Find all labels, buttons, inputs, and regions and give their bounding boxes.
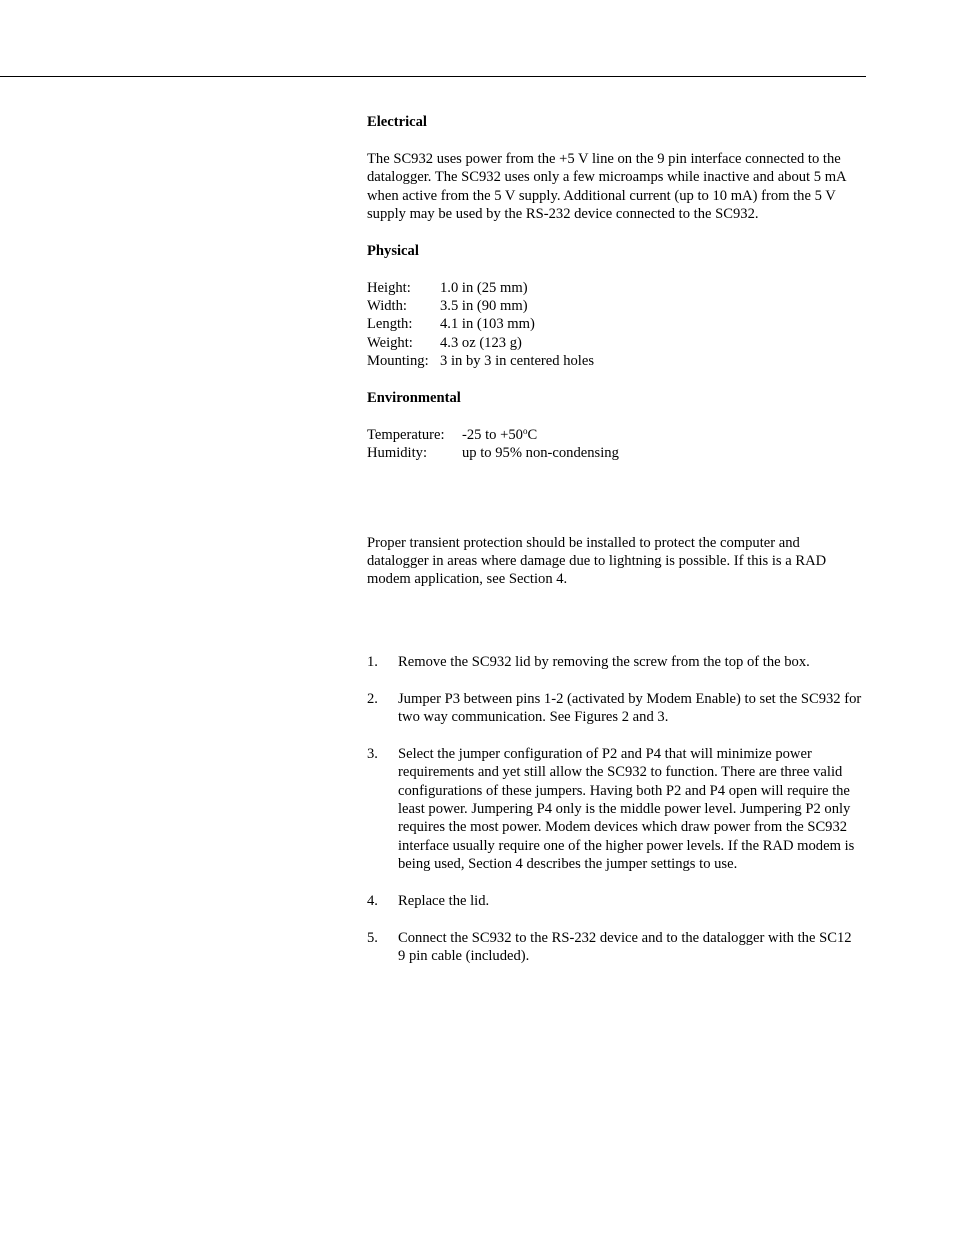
list-item	[367, 653, 862, 671]
physical-specs	[367, 279, 862, 371]
protection-body: Proper transient protection should be installed to protect the computer and datalogger in areas where damage due to lightning is possible. If this is a RAD modem application, see Section 4.	[367, 534, 827, 588]
installation-steps	[367, 653, 862, 966]
spec-value: 4.3 oz (123 g)	[440, 334, 522, 351]
step-text: Replace the lid.	[398, 893, 490, 910]
spec-label: Width:	[367, 298, 407, 315]
step-number: 3.	[367, 745, 378, 762]
spec-row	[367, 315, 862, 333]
spec-value: 3.5 in (90 mm)	[440, 298, 528, 315]
list-item	[367, 892, 862, 910]
list-item	[367, 929, 862, 966]
temperature-value	[462, 426, 537, 444]
step-number: 4.	[367, 893, 378, 910]
humidity-label: Humidity:	[367, 445, 427, 462]
step-text: Select the jumper configuration of P2 and P4 that will minimize power requirements and yet still allow the SC932 to function. There are three valid configurations of these jumpers. Having both P2 and P4 open will require the least power. Jumpering P4 only is the middle power level. Jumpering P2 only requires the most power. Modem devices which draw power from the SC932 interface usually require one of the higher power levels. If the RAD modem is being used, Section 4 describes the jumper settings to use.	[398, 745, 855, 873]
physical-heading: Physical	[367, 242, 419, 259]
step-number: 5.	[367, 929, 378, 946]
electrical-heading: Electrical	[367, 114, 427, 130]
humidity-value: up to 95% non-condensing	[462, 445, 619, 462]
spec-row	[367, 352, 862, 370]
spec-row	[367, 279, 862, 297]
step-text: Remove the SC932 lid by removing the screw from the top of the box.	[398, 653, 810, 670]
spec-label: Length:	[367, 316, 413, 333]
temperature-unit: C	[527, 426, 538, 443]
header-rule	[0, 76, 866, 77]
spec-label: Weight:	[367, 334, 413, 351]
step-text: Jumper P3 between pins 1-2 (activated by Modem Enable) to set the SC932 for two way communication. See Figures 2 and 3.	[398, 690, 862, 726]
environmental-heading: Environmental	[367, 390, 461, 407]
electrical-body: The SC932 uses power from the +5 V line on the 9 pin interface connected to the datalogger. The SC932 uses only a few microamps while inactive and about 5 mA when active from the 5 V supply. Additional current (up to 10 mA) from the 5 V supply may be used by the RS-232 device connected to the SC932.	[367, 150, 846, 223]
spec-row-temperature	[367, 426, 862, 444]
temperature-range: -25 to +50	[462, 426, 523, 443]
step-text: Connect the SC932 to the RS-232 device and to the datalogger with the SC12 9 pin cable (included).	[398, 929, 852, 965]
environmental-specs	[367, 426, 862, 463]
spec-value: 4.1 in (103 mm)	[440, 316, 535, 333]
list-item	[367, 745, 862, 874]
spec-label: Height:	[367, 279, 411, 296]
step-number: 2.	[367, 690, 378, 707]
page-content	[367, 113, 862, 966]
spec-label: Mounting:	[367, 353, 429, 370]
temperature-label: Temperature:	[367, 426, 445, 443]
list-item	[367, 690, 862, 727]
spec-value: 3 in by 3 in centered holes	[440, 353, 595, 370]
spec-row	[367, 334, 862, 352]
spec-row-humidity	[367, 444, 862, 462]
spec-value: 1.0 in (25 mm)	[440, 279, 528, 296]
step-number: 1.	[367, 653, 378, 670]
degree-symbol: o	[522, 425, 528, 436]
spec-row	[367, 297, 862, 315]
